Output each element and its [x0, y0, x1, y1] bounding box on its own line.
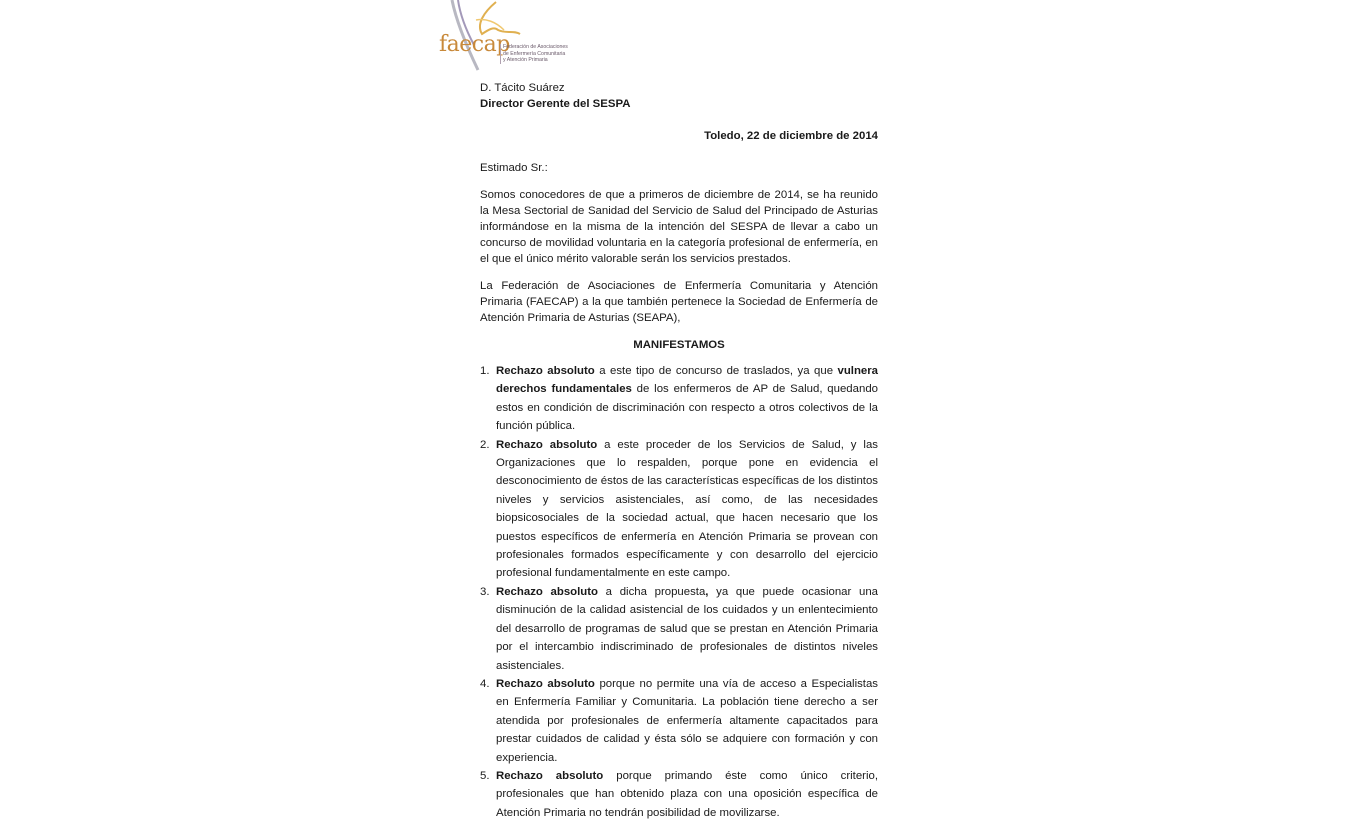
- list-item: [480, 767, 878, 822]
- item-text: porque primando éste como único criterio, profesionales que han obtenido plaza con una oposición específica de Atención Primaria no tendrán posibilidad de movilizarse.: [496, 769, 879, 819]
- item-number: 1.: [480, 365, 490, 377]
- item-number: 4.: [480, 677, 490, 690]
- paragraph-2: La Federación de Asociaciones de Enfermería Comunitaria y Atención Primaria (FAECAP) a la que también pertenece la Sociedad de Enfermería de Atención Primaria de Asturias (SEAPA),: [480, 280, 878, 324]
- logo-subtitle-line: y Atención Primaria: [503, 57, 548, 63]
- item-text: a dicha propuesta: [598, 585, 706, 598]
- logo-subtitle: [500, 44, 568, 64]
- item-text: de los enfermeros de AP de Salud, quedando estos en condición de discriminación con respecto a otros colectivos de la función pública.: [496, 383, 878, 433]
- list-item: [480, 583, 878, 675]
- logo-subtitle-line: de Enfermería Comunitaria: [503, 50, 566, 57]
- date-line: Toledo, 22 de diciembre de 2014: [704, 130, 878, 142]
- item-bold: ,: [705, 585, 709, 598]
- item-bold: Rechazo absoluto: [496, 677, 595, 690]
- logo-wordmark: faecap: [439, 32, 510, 57]
- item-bold: Rechazo absoluto: [496, 769, 604, 782]
- item-text: ya que puede ocasionar una disminución de la calidad asistencial de los cuidados y un enlentecimiento del desarrollo de programas de salud que se prestan en Atención Primaria por el intercambio indiscriminado de profesionales de distintos niveles asistenciales.: [496, 585, 878, 672]
- item-bold: Rechazo absoluto: [496, 438, 598, 451]
- item-bold: Rechazo absoluto: [496, 585, 598, 598]
- recipient-title: Director Gerente del SESPA: [480, 98, 631, 110]
- paragraph-1: Somos conocedores de que a primeros de diciembre de 2014, se ha reunido la Mesa Sectorial de Sanidad del Servicio de Salud del Principado de Asturias informándose en la misma de la intención del SESPA de llevar a cabo un concurso de movilidad voluntaria en la categoría profesional de enfermería, en el que el único mérito valorable serán los servicios prestados.: [480, 189, 878, 265]
- logo-subtitle-line: Federación de Asociaciones: [503, 44, 568, 50]
- item-text: a este tipo de concurso de traslados, ya que: [594, 365, 838, 377]
- manifest-list: [480, 362, 878, 822]
- item-bold: Rechazo absoluto: [496, 365, 595, 377]
- list-item: [480, 675, 878, 767]
- item-number: 2.: [480, 438, 490, 451]
- faecap-logo: [436, 0, 576, 75]
- item-text: a este proceder de los Servicios de Salud, y las Organizaciones que lo respalden, porque pone en evidencia el desconocimiento de éstos de las características específicas de los distintos niveles y servicios asistenciales, así como, de las necesidades biopsicosociales de la sociedad actual, que hacen necesario que los puestos específicos de enfermería en Atención Primaria se provean con profesionales formados específicamente y con desarrollo del ejercicio profesional fundamentalmente en este campo.: [496, 438, 878, 580]
- recipient-name: D. Tácito Suárez: [480, 82, 565, 94]
- list-item: [480, 362, 878, 436]
- list-item: [480, 436, 878, 583]
- item-number: 3.: [480, 585, 490, 598]
- salutation: Estimado Sr.:: [480, 162, 548, 174]
- item-number: 5.: [480, 769, 490, 782]
- item-text: porque no permite una vía de acceso a Especialistas en Enfermería Familiar y Comunitaria. La población tiene derecho a ser atendida por profesionales de enfermería altamente capacitados para prestar cuidados de calidad y ésta sólo se adquiere con formación y con experiencia.: [496, 677, 879, 764]
- section-heading: MANIFESTAMOS: [633, 339, 725, 351]
- item-bold: vulnera derechos fundamentales: [496, 365, 879, 396]
